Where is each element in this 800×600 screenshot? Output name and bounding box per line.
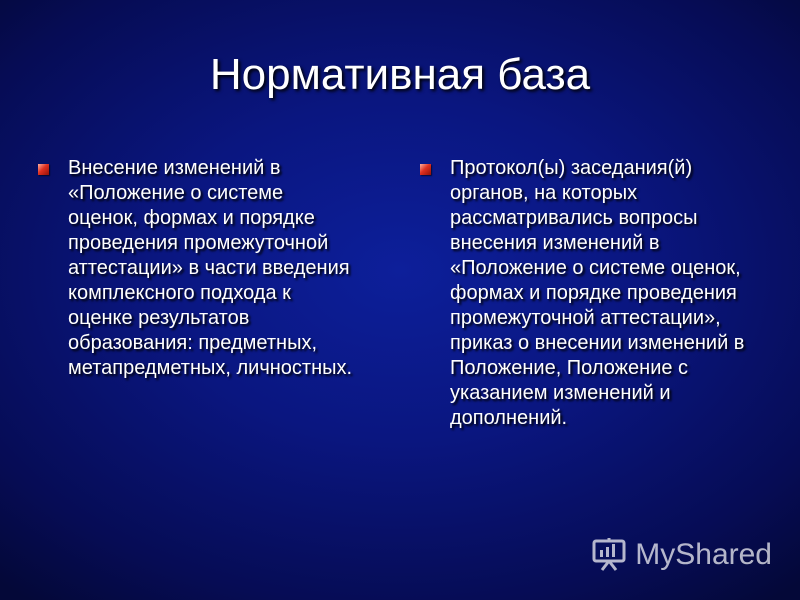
bullet-text-left: Внесение изменений в «Положение о системе оценок, формах и порядке проведения промежуточной аттестации» в части введения комплексного подхода к оценке результатов образования: предметных, метапредметных, личностных. xyxy=(68,157,353,379)
slide-title: Нормативная база xyxy=(209,50,591,99)
watermark-text: MyShared xyxy=(635,538,772,571)
presentation-board-icon xyxy=(591,538,627,572)
bullet-text-right: Протокол(ы) заседания(й) органов, на которых рассматривались вопросы внесения изменений в «Положение о системе оценок, формах и порядке проведения промежуточной аттестации», приказ о внесении изменений в Положение, Положение с указанием изменений и дополнений. xyxy=(450,157,745,429)
watermark-logo xyxy=(591,538,772,572)
square-bullet-icon xyxy=(38,164,49,175)
right-column xyxy=(420,156,760,431)
square-bullet-icon xyxy=(420,164,431,175)
bullet-item-right xyxy=(420,156,760,431)
bullet-item-left xyxy=(38,156,358,381)
left-column xyxy=(38,156,358,381)
